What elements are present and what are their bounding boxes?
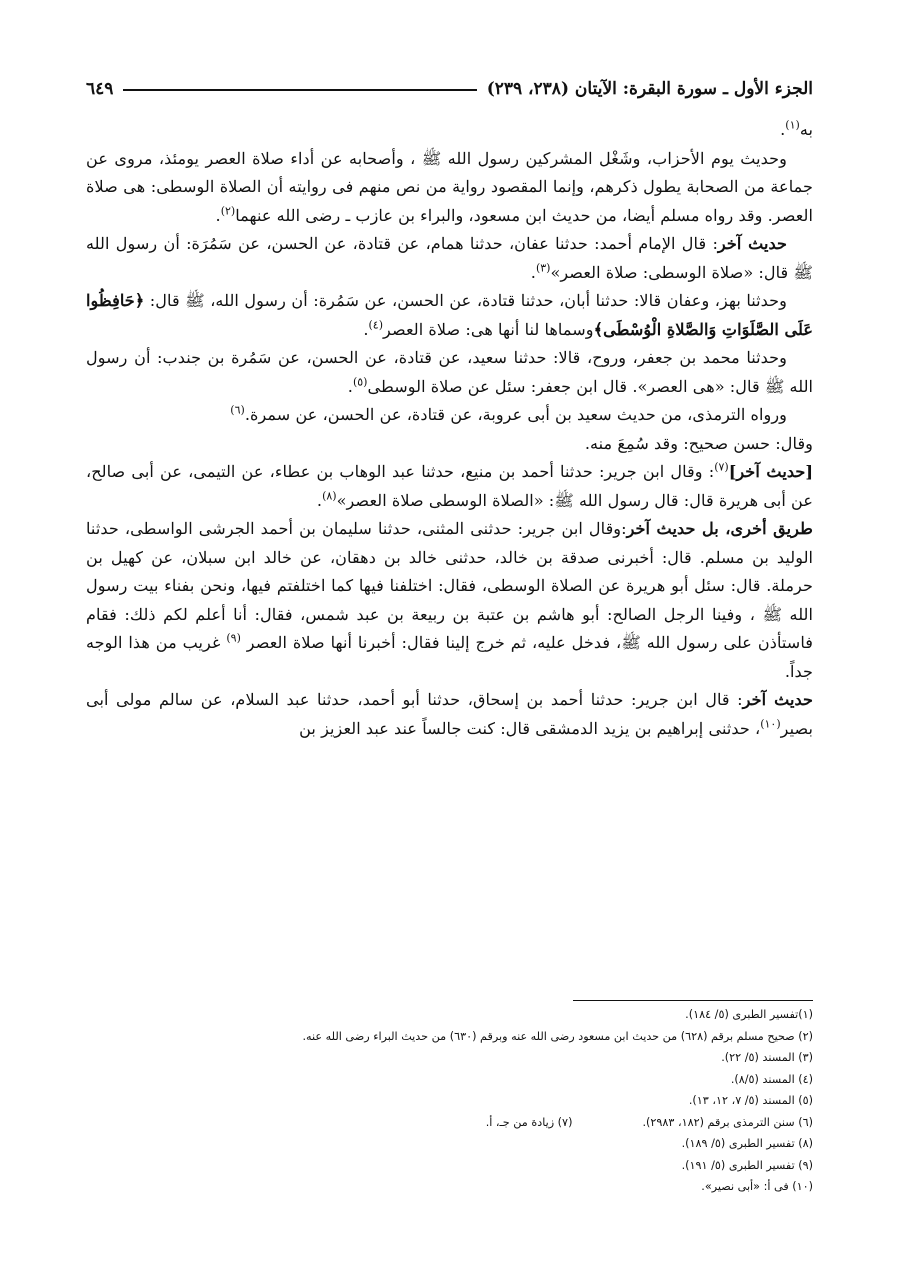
text-run: ، حدثنى إبراهيم بن يزيد الدمشقى قال: كنت جالساً عند عبد العزيز بن <box>299 718 761 738</box>
footnote-6: (٦) سنن الترمذى برقم (١٨٢، ٢٩٨٣). <box>642 1115 813 1129</box>
footnote-ref: (٥) <box>352 375 368 389</box>
footnote-ref: (٢) <box>220 204 236 218</box>
page-number: ٦٤٩ <box>86 79 114 99</box>
running-header <box>86 72 813 106</box>
footnote-ref: (٣) <box>535 261 551 275</box>
text-run: غريب من هذا الوجه جداً. <box>86 633 813 681</box>
footnote-4: (٤) المسند (٨/٥). <box>730 1072 813 1086</box>
text-run: : وقال ابن جرير: حدثنا أحمد بن منيع، حدثنا عبد الوهاب بن عطاء، عن التيمى، عن أبى صالح، عن أبى هريرة قال: قال رسول الله ﷺ: «الصلاة الوسطى صلاة العصر» <box>86 462 813 510</box>
paragraph <box>86 344 813 401</box>
text-run: : قال الإمام أحمد: حدثنا عفان، حدثنا همام، عن قتادة، عن الحسن، عن سَمُرَة: أن رسول الله ﷺ قال: «صلاة الوسطى: صلاة العصر» <box>86 234 813 282</box>
bold-heading: حديث آخر <box>717 234 787 253</box>
paragraph <box>86 287 813 344</box>
text-run: به <box>799 120 813 139</box>
footnote-10: (١٠) فى أ: «أبى نصير». <box>701 1180 813 1193</box>
footnote-5: (٥) المسند (٥/ ٧، ١٢، ١٣). <box>688 1094 813 1107</box>
footnote-8: (٨) تفسير الطبرى (٥/ ١٨٩). <box>681 1137 813 1150</box>
paragraph <box>86 145 813 231</box>
footnote-ref: (٩) <box>226 631 241 645</box>
footnote-separator <box>573 1000 813 1001</box>
footnote-ref: (٧) <box>714 460 729 474</box>
body-text <box>86 116 813 743</box>
text-run: وحديث يوم الأحزاب، وشَغْل المشركين رسول الله ﷺ ، وأصحابه عن أداء صلاة العصر يومئذ، مروى عن جماعة من الصحابة يطول ذكرهم، وإنما المقصود رواية من نص منهم فى روايته أن الصلاة الوسطى: هى صلاة العصر. وقد رواه مسلم أيضا، من حديث ابن مسعود، والبراء بن عازب ـ رضى الله عنهما <box>86 148 813 225</box>
paragraph <box>86 686 813 743</box>
paragraph <box>86 430 813 459</box>
text-run: وحدثنا بهز، وعفان قالا: حدثنا أبان، حدثنا قتادة، عن الحسن، عن سَمُرة: أن رسول الله، ﷺ قال: <box>144 291 787 310</box>
footnote-ref: (٤) <box>368 318 384 332</box>
paragraph <box>86 230 813 287</box>
bold-heading: طريق أخرى، بل حديث آخر <box>626 519 813 538</box>
header-rule <box>123 89 476 91</box>
footnotes <box>86 1004 813 1198</box>
text-run: ورواه الترمذى، من حديث سعيد بن أبى عروبة، عن قتادة، عن الحسن، عن سمرة. <box>244 405 787 424</box>
footnote-ref: (٨) <box>322 489 337 503</box>
text-run: . <box>530 262 536 282</box>
paragraph <box>86 515 813 686</box>
text-run: :وقال ابن جرير: حدثنى المثنى، حدثنا سليمان بن أحمد الجرشى الواسطى، حدثنا الوليد بن مسلم. قال: أخبرنى صدقة بن خالد، حدثنى خالد بن دهقان، عن خالد ابن سبلان، عن كهيل بن حرملة. قال: سئل أبو هريرة عن الصلاة الوسطى، فقال: اختلفنا فيها كما اختلفتم فيها، ونحن بفناء بيت رسول الله ﷺ ، وفينا الرجل الصالح: أبو هاشم بن عتبة بن ربيعة بن عبد شمس، فقال: أنا أعلم لكم ذلك: فقام فاستأذن على رسول الله ﷺ، فدخل عليه، ثم خرج إلينا فقال: أخبرنا أنها صلاة العصر <box>86 519 814 652</box>
text-run: : قال ابن جرير: حدثنا أحمد بن إسحاق، حدثنا أبو أحمد، حدثنا عبد السلام، عن سالم مولى أبى بصير <box>86 690 813 738</box>
footnote-ref: (١٠) <box>760 717 781 731</box>
text-run: . <box>347 376 353 396</box>
bold-heading: [حديث آخر] <box>728 462 813 481</box>
bold-heading: حديث آخر <box>742 690 813 709</box>
text-run: . <box>780 120 786 139</box>
footnote-pair <box>86 1112 813 1134</box>
text-run: . <box>316 490 323 510</box>
footnote-1: (١)تفسير الطبرى (٥/ ١٨٤). <box>685 1008 813 1021</box>
text-run: وقال: حسن صحيح: وقد سُمِعَ منه. <box>584 433 813 453</box>
footnote-9: (٩) تفسير الطبرى (٥/ ١٩١). <box>681 1158 813 1172</box>
text-run: . <box>215 205 221 225</box>
paragraph <box>86 458 813 515</box>
text-run: . <box>363 319 369 339</box>
footnote-ref: (٦) <box>230 403 245 417</box>
paragraph <box>86 401 813 430</box>
text-run: وحدثنا محمد بن جعفر، وروح، قالا: حدثنا سعيد، عن قتادة، عن الحسن، عن سَمُرة بن جندب: أن رسول الله ﷺ قال: «هى العصر». قال ابن جعفر: سئل عن صلاة الوسطى <box>86 348 813 396</box>
text-run: وسماها لنا أنها هى: صلاة العصر <box>383 319 594 339</box>
paragraph <box>86 116 813 145</box>
footnote-2: (٢) صحيح مسلم برقم (٦٢٨) من حديث ابن مسعود رضى الله عنه وبرقم (٦٣٠) من حديث البراء رضى الله عنه. <box>302 1029 813 1043</box>
footnote-7: (٧) زيادة من جـ، أ. <box>485 1115 573 1129</box>
bold-heading: ﴿حَافِظُوا عَلَى الصَّلَوَاتِ وَالصَّلاةِ الْوُسْطَى﴾ <box>86 291 813 339</box>
footnote-ref: (١) <box>785 118 800 132</box>
running-title: الجزء الأول ـ سورة البقرة: الآيتان (٢٣٨، ٢٣٩) <box>486 79 813 99</box>
footnote-3: (٣) المسند (٥/ ٢٢). <box>721 1051 813 1064</box>
